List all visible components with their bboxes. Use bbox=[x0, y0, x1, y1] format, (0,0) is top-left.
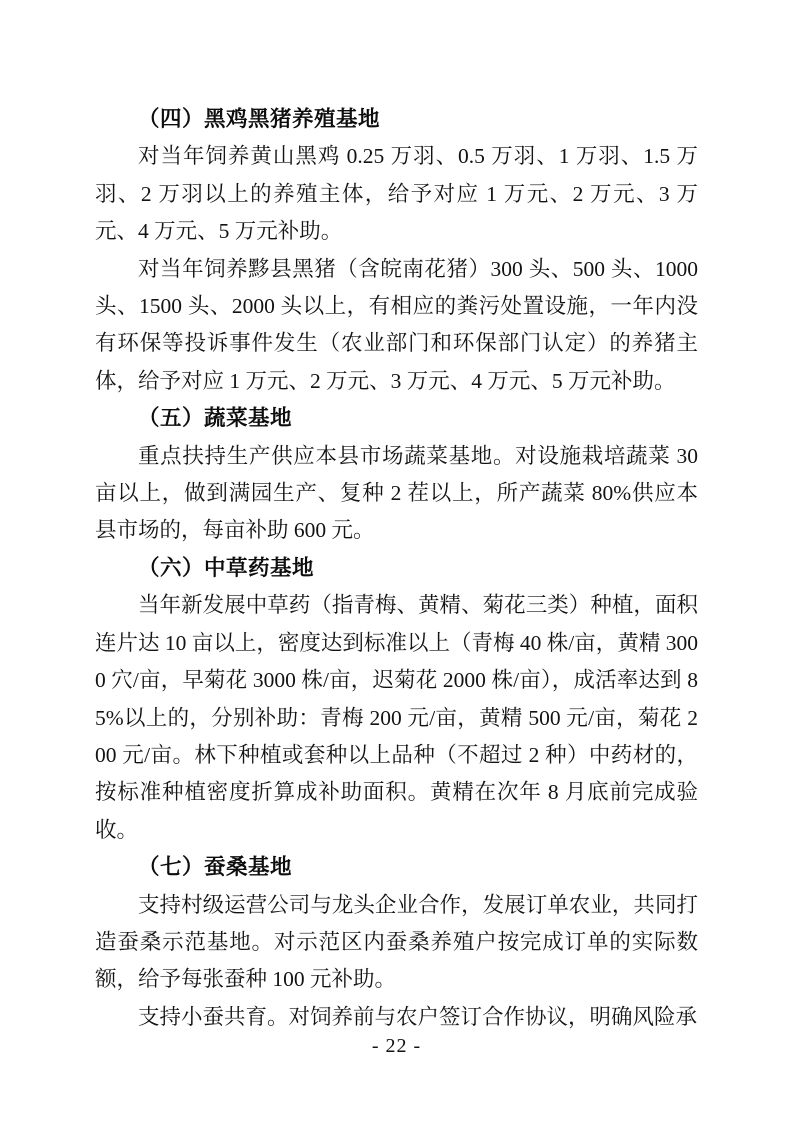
paragraph-black-pig-subsidy: 对当年饲养黟县黑猪（含皖南花猪）300 头、500 头、1000 头、1500 头、2000 头以上，有相应的粪污处置设施，一年内没有环保等投诉事件发生（农业部门和环保部门认定）的养猪主体，给予对应 1 万元、2 万元、3 万元、4 万元、5 万元补助。 bbox=[95, 256, 698, 393]
paragraph-black-chicken-subsidy: 对当年饲养黄山黑鸡 0.25 万羽、0.5 万羽、1 万羽、1.5 万羽、2 万羽以上的养殖主体，给予对应 1 万元、2 万元、3 万元、4 万元、5 万元补助。 bbox=[95, 144, 698, 244]
paragraph-silkworm-co-rearing: 支持小蚕共育。对饲养前与农户签订合作协议，明确风险承 bbox=[138, 1004, 698, 1029]
section-heading-4-black-chicken-pig-base: （四）黑鸡黑猪养殖基地 bbox=[138, 107, 381, 131]
page-number: - 22 - bbox=[371, 1035, 422, 1057]
paragraph-herbal-medicine-subsidy: 当年新发展中草药（指青梅、黄精、菊花三类）种植，面积连片达 10 亩以上，密度达到标准以上（青梅 40 株/亩，黄精 3000 穴/亩，早菊花 3000 株/亩，迟菊花 2000 株/亩），成活率达到 85%以上的，分别补助：青梅 200 元/亩，黄精 500 元/亩，菊花 200 元/亩。林下种植或套种以上品种（不超过 2 种）中药材的，按标准种植密度折算成补助面积。黄精在次年 8 月底前完成验收。 bbox=[95, 593, 698, 842]
paragraph-vegetable-subsidy: 重点扶持生产供应本县市场蔬菜基地。对设施栽培蔬菜 30 亩以上，做到满园生产、复种 2 茬以上，所产蔬菜 80%供应本县市场的，每亩补助 600 元。 bbox=[95, 443, 698, 543]
section-heading-6-herbal-medicine-base: （六）中草药基地 bbox=[138, 555, 315, 580]
document-body bbox=[95, 101, 698, 1036]
section-heading-7-sericulture-base: （七）蚕桑基地 bbox=[138, 855, 293, 880]
section-heading-5-vegetable-base: （五）蔬菜基地 bbox=[138, 406, 293, 431]
paragraph-sericulture-order-subsidy: 支持村级运营公司与龙头企业合作，发展订单农业，共同打造蚕桑示范基地。对示范区内蚕桑养殖户按完成订单的实际数额，给予每张蚕种 100 元补助。 bbox=[95, 892, 698, 992]
